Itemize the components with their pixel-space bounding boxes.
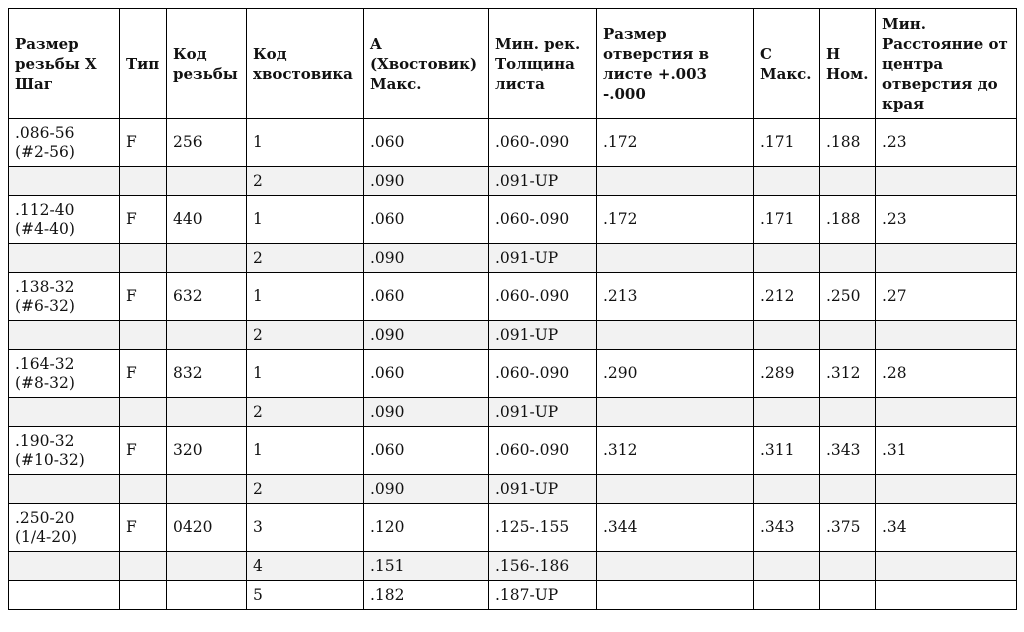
table-cell (597, 244, 754, 273)
table-cell (820, 321, 876, 350)
table-cell: .120 (364, 504, 489, 552)
table-cell: .182 (364, 581, 489, 610)
table-cell (876, 475, 1017, 504)
table-row (9, 581, 1017, 610)
table-cell: .212 (754, 273, 820, 321)
table-cell: .086-56 (#2-56) (9, 119, 120, 167)
table-cell: .091-UP (489, 321, 597, 350)
table-cell: 1 (247, 196, 364, 244)
table-cell: .250 (820, 273, 876, 321)
table-cell (167, 321, 247, 350)
table-cell (820, 167, 876, 196)
table-cell (9, 244, 120, 273)
table-cell (597, 552, 754, 581)
table-cell: .060-.090 (489, 273, 597, 321)
table-cell (9, 321, 120, 350)
table-row (9, 350, 1017, 398)
table-cell: .164-32 (#8-32) (9, 350, 120, 398)
table-row (9, 119, 1017, 167)
table-cell: .060-.090 (489, 350, 597, 398)
table-cell: F (120, 350, 167, 398)
table-body (9, 119, 1017, 610)
table-cell: .090 (364, 398, 489, 427)
column-header: A (Хвостовик) Макс. (364, 9, 489, 119)
table-cell (120, 398, 167, 427)
table-cell (754, 167, 820, 196)
table-cell: .060-.090 (489, 119, 597, 167)
column-header: C Макс. (754, 9, 820, 119)
table-cell: .060 (364, 350, 489, 398)
table-cell: .250-20 (1/4-20) (9, 504, 120, 552)
table-cell: 1 (247, 427, 364, 475)
table-cell: F (120, 196, 167, 244)
table-cell: F (120, 427, 167, 475)
table-cell (597, 321, 754, 350)
table-cell: 5 (247, 581, 364, 610)
column-header: Тип (120, 9, 167, 119)
table-cell: 3 (247, 504, 364, 552)
table-cell: .213 (597, 273, 754, 321)
table-cell (120, 167, 167, 196)
table-row (9, 196, 1017, 244)
table-cell: .344 (597, 504, 754, 552)
table-cell: F (120, 273, 167, 321)
table-cell: .060 (364, 119, 489, 167)
table-cell (167, 244, 247, 273)
table-cell: .23 (876, 196, 1017, 244)
table-cell: .091-UP (489, 475, 597, 504)
table-cell (876, 581, 1017, 610)
table-cell (9, 398, 120, 427)
table-cell: .343 (820, 427, 876, 475)
table-cell: 832 (167, 350, 247, 398)
table-cell (120, 581, 167, 610)
table-cell: 2 (247, 244, 364, 273)
table-cell (754, 581, 820, 610)
table-cell (754, 552, 820, 581)
table-cell (876, 398, 1017, 427)
table-cell: .125-.155 (489, 504, 597, 552)
table-cell (597, 475, 754, 504)
column-header: Размер резьбы X Шаг (9, 9, 120, 119)
table-cell (120, 244, 167, 273)
table-cell: 320 (167, 427, 247, 475)
table-cell: 2 (247, 167, 364, 196)
table-cell: .138-32 (#6-32) (9, 273, 120, 321)
header-row (9, 9, 1017, 119)
table-cell: .091-UP (489, 167, 597, 196)
table-cell: .23 (876, 119, 1017, 167)
table-cell: .27 (876, 273, 1017, 321)
table-cell: .188 (820, 119, 876, 167)
table-cell: .060 (364, 273, 489, 321)
table-cell (597, 167, 754, 196)
column-header: Размер отверстия в листе +.003 -.000 (597, 9, 754, 119)
table-row (9, 398, 1017, 427)
table-cell: 256 (167, 119, 247, 167)
table-cell: .172 (597, 196, 754, 244)
table-row (9, 273, 1017, 321)
table-cell: .090 (364, 167, 489, 196)
table-cell (754, 398, 820, 427)
table-cell (820, 552, 876, 581)
table-cell (754, 244, 820, 273)
table-cell (9, 475, 120, 504)
table-cell: 2 (247, 321, 364, 350)
table-cell (167, 475, 247, 504)
table-cell: .151 (364, 552, 489, 581)
table-cell (120, 552, 167, 581)
table-cell: .312 (820, 350, 876, 398)
table-cell: .290 (597, 350, 754, 398)
table-cell: .112-40 (#4-40) (9, 196, 120, 244)
table-cell (120, 321, 167, 350)
table-cell: .190-32 (#10-32) (9, 427, 120, 475)
table-cell: 1 (247, 273, 364, 321)
table-cell: .060 (364, 196, 489, 244)
table-cell (876, 167, 1017, 196)
table-row (9, 552, 1017, 581)
table-cell: .289 (754, 350, 820, 398)
table-cell: 0420 (167, 504, 247, 552)
table-cell: .28 (876, 350, 1017, 398)
table-cell: 1 (247, 119, 364, 167)
table-cell: 632 (167, 273, 247, 321)
table-cell: F (120, 119, 167, 167)
table-cell (597, 581, 754, 610)
table-cell: .090 (364, 475, 489, 504)
table-cell (9, 167, 120, 196)
table-cell: .091-UP (489, 244, 597, 273)
column-header: Мин. рек. Толщина листа (489, 9, 597, 119)
table-cell (9, 552, 120, 581)
table-cell (820, 244, 876, 273)
table-cell: .188 (820, 196, 876, 244)
table-cell: .172 (597, 119, 754, 167)
table-cell (167, 398, 247, 427)
table-cell: .060 (364, 427, 489, 475)
table-cell: .34 (876, 504, 1017, 552)
table-cell (167, 552, 247, 581)
table-cell: .375 (820, 504, 876, 552)
table-cell (820, 475, 876, 504)
table-cell: 2 (247, 475, 364, 504)
column-header: Код хвостовика (247, 9, 364, 119)
table-cell: .156-.186 (489, 552, 597, 581)
table-cell (9, 581, 120, 610)
column-header: Мин. Расстояние от центра отверстия до края (876, 9, 1017, 119)
table-cell (167, 581, 247, 610)
table-cell (597, 398, 754, 427)
table-cell (876, 321, 1017, 350)
table-row (9, 244, 1017, 273)
specification-table (8, 8, 1017, 610)
table-cell: 2 (247, 398, 364, 427)
table-cell: .171 (754, 196, 820, 244)
table-cell (754, 475, 820, 504)
table-row (9, 475, 1017, 504)
table-cell: .090 (364, 244, 489, 273)
table-cell: .187-UP (489, 581, 597, 610)
table-cell: 1 (247, 350, 364, 398)
table-cell (820, 581, 876, 610)
table-cell: F (120, 504, 167, 552)
table-cell (120, 475, 167, 504)
table-cell: .311 (754, 427, 820, 475)
table-row (9, 427, 1017, 475)
table-cell: .091-UP (489, 398, 597, 427)
table-cell (876, 244, 1017, 273)
table-cell (876, 552, 1017, 581)
table-header (9, 9, 1017, 119)
table-cell: 440 (167, 196, 247, 244)
table-row (9, 504, 1017, 552)
table-cell: .31 (876, 427, 1017, 475)
table-cell: .171 (754, 119, 820, 167)
table-cell: 4 (247, 552, 364, 581)
table-cell (754, 321, 820, 350)
table-row (9, 321, 1017, 350)
table-cell: .060-.090 (489, 427, 597, 475)
table-cell (820, 398, 876, 427)
table-row (9, 167, 1017, 196)
table-cell (167, 167, 247, 196)
column-header: Код резьбы (167, 9, 247, 119)
column-header: H Ном. (820, 9, 876, 119)
table-cell: .090 (364, 321, 489, 350)
table-cell: .343 (754, 504, 820, 552)
table-cell: .060-.090 (489, 196, 597, 244)
table-cell: .312 (597, 427, 754, 475)
